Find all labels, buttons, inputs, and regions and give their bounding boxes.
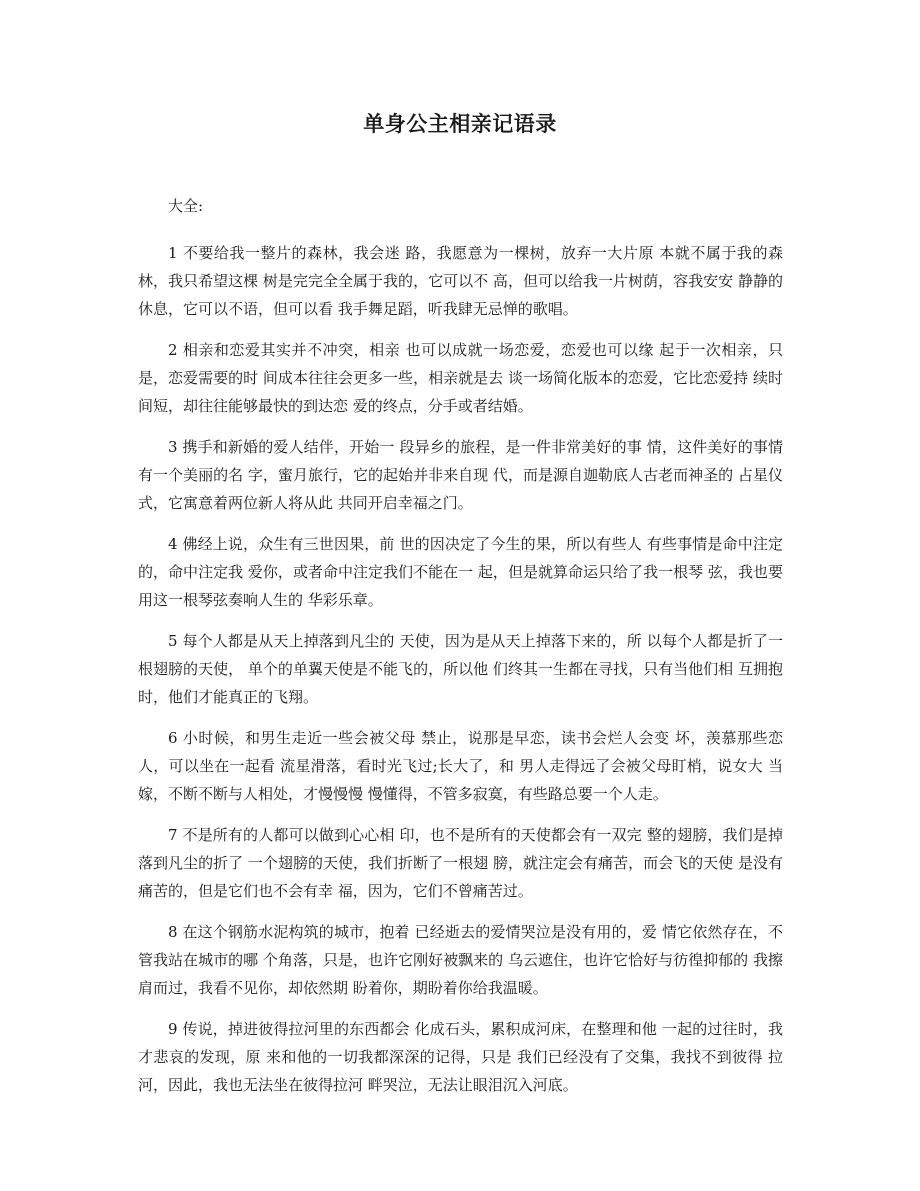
paragraph: 2 相亲和恋爱其实并不冲突，相亲 也可以成就一场恋爱，恋爱也可以缘 起于一次相亲，只是，恋爱需要的时 间成本往往会更多一些，相亲就是去 谈一场简化版本的恋爱，它比恋爱持 续时间短，却往往能够最快的到达恋 爱的终点，分手或者结婚。 xyxy=(138,341,783,415)
paragraph: 3 携手和新婚的爱人结伴，开始一 段异乡的旅程，是一件非常美好的事 情，这件美好的事情有一个美丽的名 字，蜜月旅行，它的起始并非来自现 代，而是源自迦勒底人古老而神圣的 占星仪式，它寓意着两位新人将从此 共同开启幸福之门。 xyxy=(138,438,783,512)
paragraph: 7 不是所有的人都可以做到心心相 印，也不是所有的天使都会有一双完 整的翅膀，我们是掉落到凡尘的折了 一个翅膀的天使，我们折断了一根翅 膀，就注定会有痛苦，而会飞的天使 是没有痛苦的，但是它们也不会有幸 福，因为，它们不曾痛苦过。 xyxy=(138,826,783,900)
paragraph: 5 每个人都是从天上掉落到凡尘的 天使，因为是从天上掉落下来的，所 以每个人都是折了一根翅膀的天使， 单个的单翼天使是不能飞的，所以他 们终其一生都在寻找，只有当他们相 互拥抱时，他们才能真正的飞翔。 xyxy=(138,632,783,706)
paragraph: 6 小时候，和男生走近一些会被父母 禁止，说那是早恋，读书会烂人会变 坏，羡慕那些恋人，可以坐在一起看 流星滑落，看时光飞过;长大了，和 男人走得远了会被父母盯梢，说女大 当嫁，不断不断与人相处，才慢慢慢 慢懂得，不管多寂寞，有些路总要一个人走。 xyxy=(138,729,783,803)
paragraph: 1 不要给我一整片的森林，我会迷 路，我愿意为一棵树，放弃一大片原 本就不属于我的森林，我只希望这棵 树是完完全全属于我的，它可以不 高，但可以给我一片树荫，容我安安 静静的休息，它可以不语，但可以看 我手舞足蹈，听我肆无忌惮的歌唱。 xyxy=(138,244,783,318)
document-body xyxy=(138,192,783,1112)
paragraph: 9 传说，掉进彼得拉河里的东西都会 化成石头，累积成河床，在整理和他 一起的过往时，我才悲哀的发现，原 来和他的一切我都深深的记得，只是 我们已经没有了交集，我找不到彼得 拉河，因此，我也无法坐在彼得拉河 畔哭泣，无法让眼泪沉入河底。 xyxy=(138,1020,783,1094)
intro-text: 大全: xyxy=(168,197,204,215)
paragraph: 4 佛经上说，众生有三世因果，前 世的因决定了今生的果，所以有些人 有些事情是命中注定的，命中注定我 爱你，或者命中注定我们不能在一 起，但是就算命运只给了我一根琴 弦，我也要用这一根琴弦奏响人生的 华彩乐章。 xyxy=(138,535,783,609)
document-title: 单身公主相亲记语录 xyxy=(363,112,557,136)
paragraph: 8 在这个钢筋水泥构筑的城市，抱着 已经逝去的爱情哭泣是没有用的，爱 情它依然存在，不管我站在城市的哪 个角落，只是，也许它刚好被飘来的 乌云遮住，也许它恰好与彷徨抑郁的 我擦肩而过，我看不见你，却依然期 盼着你，期盼着你给我温暖。 xyxy=(138,923,783,997)
